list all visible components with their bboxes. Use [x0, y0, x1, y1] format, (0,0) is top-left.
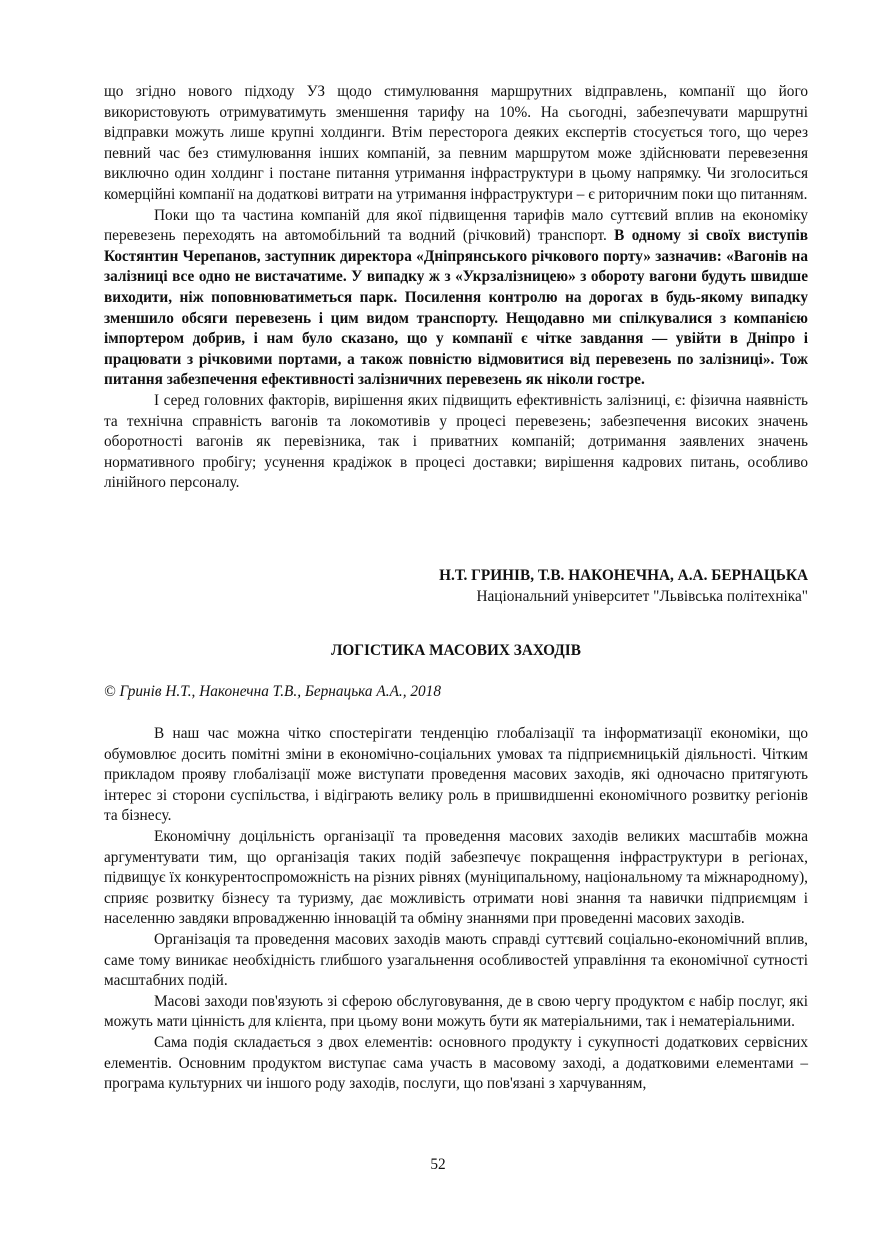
- paragraph: Сама подія складається з двох елементів: основного продукту і сукупності додаткових сервісних елементів. Основним продуктом виступає сама участь в масовому заході, а додатковими елементами – програма культурних чи іншого роду заходів, послуги, що пов'язані з харчуванням,: [104, 1033, 808, 1093]
- paragraph: І серед головних факторів, вирішення яких підвищить ефективність залізниці, є: фізична наявність та технічна справність вагонів та локомотивів у процесі перевезень; забезпечення високих значень оборотності вагонів як перевізника, так і приватних компаній; дотримання заявлених значень нормативного пробігу; усунення крадіжок в процесі доставки; вирішення кадрових питань, особливо лінійного персоналу.: [104, 391, 808, 492]
- paragraph-text: Поки що та частина компаній для якої підвищення тарифів мало суттєвий вплив на економіку перевезень переходять на автомобільний та водний (річковий) транспорт.: [104, 206, 808, 245]
- page-number: 52: [430, 1156, 446, 1173]
- paragraph: Масові заходи пов'язують зі сферою обслуговування, де в свою чергу продуктом є набір послуг, які можуть мати цінність для клієнта, при цьому вони можуть бути як матеріальними, так і нематеріальними.: [104, 992, 808, 1031]
- article-body: [104, 724, 808, 1095]
- affiliation: Національний університет "Львівська політехніка": [476, 588, 808, 605]
- paragraph: [104, 206, 808, 391]
- top-section: [104, 82, 808, 494]
- paragraph: що згідно нового підходу УЗ щодо стимулювання маршрутних відправлень, компанії що його використовують отримуватимуть зменшення тарифу на 10%. На сьогодні, забезпечувати маршрутні відправки можуть лише крупні холдинги. Втім пересторога деяких експертів стосується того, що через певний час без стимулювання інших компаній, за певним маршрутом може здійснювати перевезення виключно один холдинг і постане питання утримання інфраструктури в цьому напрямку. Чи зголоситься комерційні компанії на додаткові витрати на утримання інфраструктури – є риторичним поки що питанням.: [104, 83, 808, 203]
- quote-text: В одному зі своїх виступів Костянтин Черепанов, заступник директора «Дніпрянського річкового порту» зазначив: «Вагонів на залізниці все одно не вистачатиме. У випадку ж з «Укрзалізницею» з обороту вагони будуть швидше виходити, ніж поповнюватиметься парк. Посилення контролю на дорогах в будь-якому випадку зменшило обсяги перевезень і цим видом транспорту. Нещодавно ми спілкувалися з компанією імпортером добрив, і нам було сказано, що у компанії є чітке завдання — увійти в Дніпро і працювати з річковими портами, а також повністю відмовитися від перевезень по залізниці». Тож питання забезпечення ефективності залізничних перевезень як ніколи гостре.: [104, 227, 808, 389]
- paragraph: Економічну доцільність організації та проведення масових заходів великих масштабів можна аргументувати тим, що організація таких подій забезпечує покращення інфраструктури в регіонах, підвищує їх конкурентоспроможність на різних рівнях (муніципальному, національному та міжнародному), сприяє розвитку бізнесу та туризму, дає можливість отримати нові знання та навички підприємцям і населенню завдяки впровадженню інновацій та обміну знаннями при проведенні масових заходів.: [104, 827, 808, 928]
- author-names: Н.Т. ГРИНІВ, Т.В. НАКОНЕЧНА, А.А. БЕРНАЦЬКА: [439, 567, 808, 584]
- paragraph: В наш час можна чітко спостерігати тенденцію глобалізації та інформатизації економіки, що обумовлює досить помітні зміни в економічно-соціальних умовах та підприємницькій діяльності. Чітким прикладом прояву глобалізації може виступати проведення масових заходів, які одночасно притягують інтерес зі сторони суспільства, і відіграють велику роль в пришвидшенні економічного розвитку регіонів та бізнесу.: [104, 725, 808, 825]
- article-title: ЛОГІСТИКА МАСОВИХ ЗАХОДІВ: [331, 642, 581, 659]
- copyright-line: © Гринів Н.Т., Наконечна Т.В., Бернацька А.А., 2018: [104, 683, 441, 700]
- author-block: [104, 565, 808, 607]
- paragraph: Організація та проведення масових заходів мають справді суттєвий соціально-економічний вплив, саме тому виникає необхідність глибшого узагальнення особливостей управління та економічної сутності масштабних подій.: [104, 930, 808, 990]
